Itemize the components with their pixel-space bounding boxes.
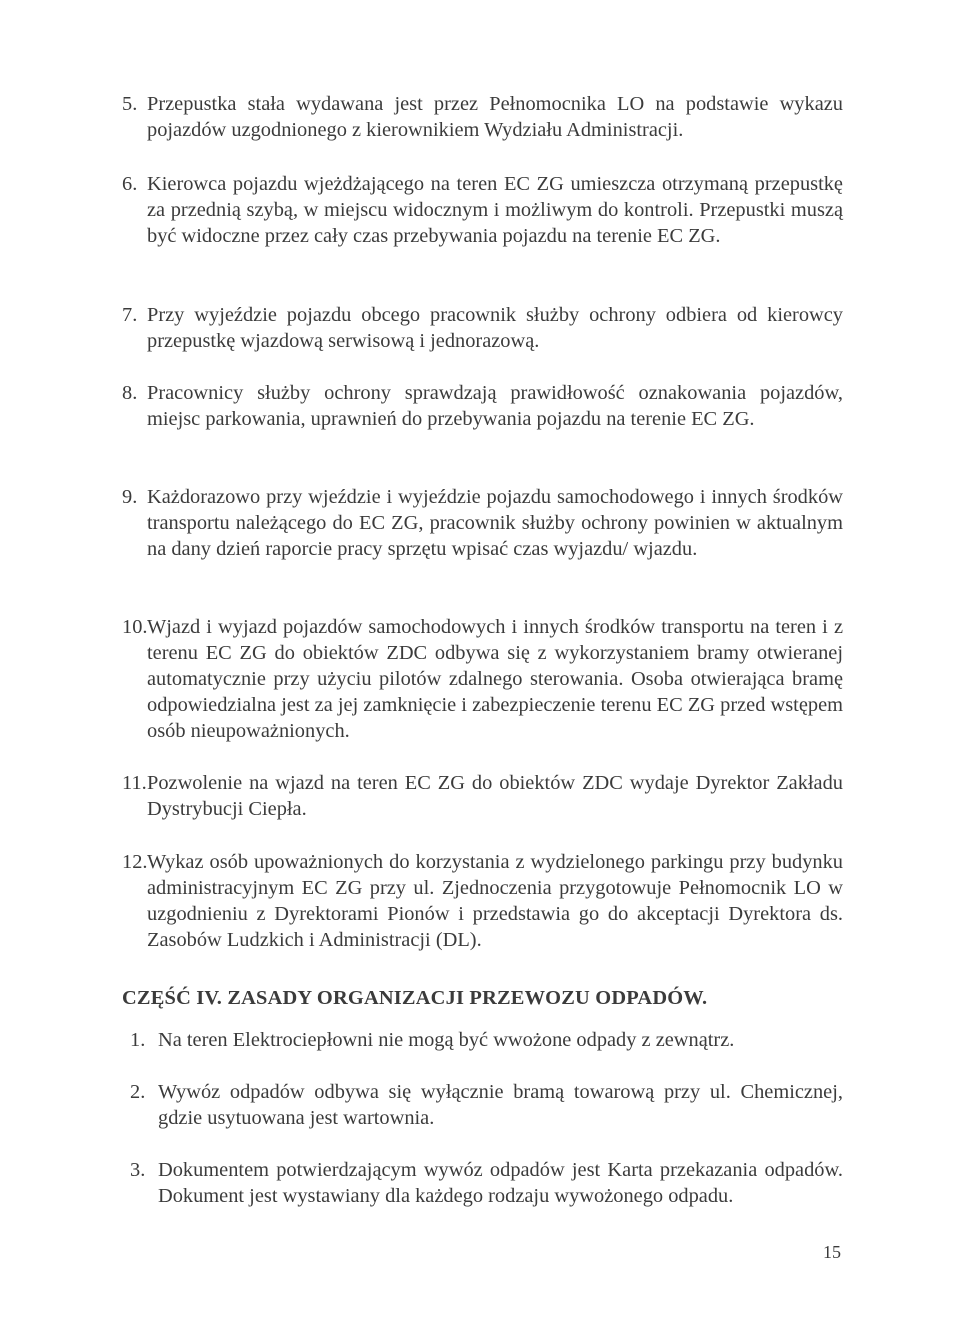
item-number: 3. [130,1159,146,1181]
waste-item-3 [130,1157,843,1209]
list-item-9 [122,484,843,562]
waste-item-2 [130,1079,843,1131]
item-text: Dokumentem potwierdzającym wywóz odpadów jest Karta przekazania odpadów. Dokument jest wystawiany dla każdego rodzaju wywożonego odpadu. [158,1159,843,1208]
list-item-7 [122,302,843,354]
list-item-12 [122,849,843,953]
item-text: Pozwolenie na wjazd na teren EC ZG do obiektów ZDC wydaje Dyrektor Zakładu Dystrybucji Ciepła. [147,772,843,821]
item-text: Pracownicy służby ochrony sprawdzają prawidłowość oznakowania pojazdów, miejsc parkowania, uprawnień do przebywania pojazdu na terenie EC ZG. [147,382,843,431]
item-number: 2. [130,1081,146,1103]
item-number: 10. [122,616,148,638]
item-text: Wykaz osób upoważnionych do korzystania z wydzielonego parkingu przy budynku administracyjnym EC ZG przy ul. Zjednoczenia przygotowuje Pełnomocnik LO w uzgodnieniu z Dyrektorami Pionów i przedstawia go do akceptacji Dyrektora ds. Zasobów Ludzkich i Administracji (DL). [147,851,843,952]
item-text: Wywóz odpadów odbywa się wyłącznie bramą towarową przy ul. Chemicznej, gdzie usytuowana jest wartownia. [158,1081,843,1130]
item-number: 12. [122,851,148,873]
item-number: 1. [130,1029,146,1051]
list-item-8 [122,380,843,432]
item-number: 9. [122,486,138,508]
item-number: 11. [122,772,147,794]
item-number: 5. [122,93,138,115]
list-item-10 [122,614,843,744]
item-text: Kierowca pojazdu wjeżdżającego na teren EC ZG umieszcza otrzymaną przepustkę za przednią szybą, w miejscu widocznym i możliwym do kontroli. Przepustki muszą być widoczne przez cały czas przebywania pojazdu na terenie EC ZG. [147,173,843,248]
list-item-5 [122,91,843,143]
item-text: Wjazd i wyjazd pojazdów samochodowych i innych środków transportu na teren i z terenu EC ZG do obiektów ZDC odbywa się z wykorzystaniem bramy otwieranej automatycznie przy użyciu pilotów zdalnego sterowania. Osoba otwierająca bramę odpowiedzialna jest za jej zamknięcie i zabezpieczenie terenu EC ZG przed wstępem osób nieupoważnionych. [147,616,843,743]
item-text: Przy wyjeździe pojazdu obcego pracownik służby ochrony odbiera od kierowcy przepustkę wjazdową serwisową i jednorazową. [147,304,843,353]
item-number: 7. [122,304,138,326]
item-number: 8. [122,382,138,404]
waste-item-1 [130,1027,843,1053]
list-item-6 [122,171,843,249]
item-number: 6. [122,173,138,195]
section-heading: CZĘŚĆ IV. ZASADY ORGANIZACJI PRZEWOZU ODPADÓW. [122,987,708,1009]
list-item-11 [122,770,843,822]
item-text: Każdorazowo przy wjeździe i wyjeździe pojazdu samochodowego i innych środków transportu należącego do EC ZG, pracownik służby ochrony powinien w aktualnym na dany dzień raporcie pracy sprzętu wpisać czas wyjazdu/ wjazdu. [147,486,843,561]
page-number: 15 [823,1242,841,1262]
item-text: Przepustka stała wydawana jest przez Pełnomocnika LO na podstawie wykazu pojazdów uzgodnionego z kierownikiem Wydziału Administracji. [147,93,843,142]
item-text: Na teren Elektrociepłowni nie mogą być wwożone odpady z zewnątrz. [158,1029,735,1051]
